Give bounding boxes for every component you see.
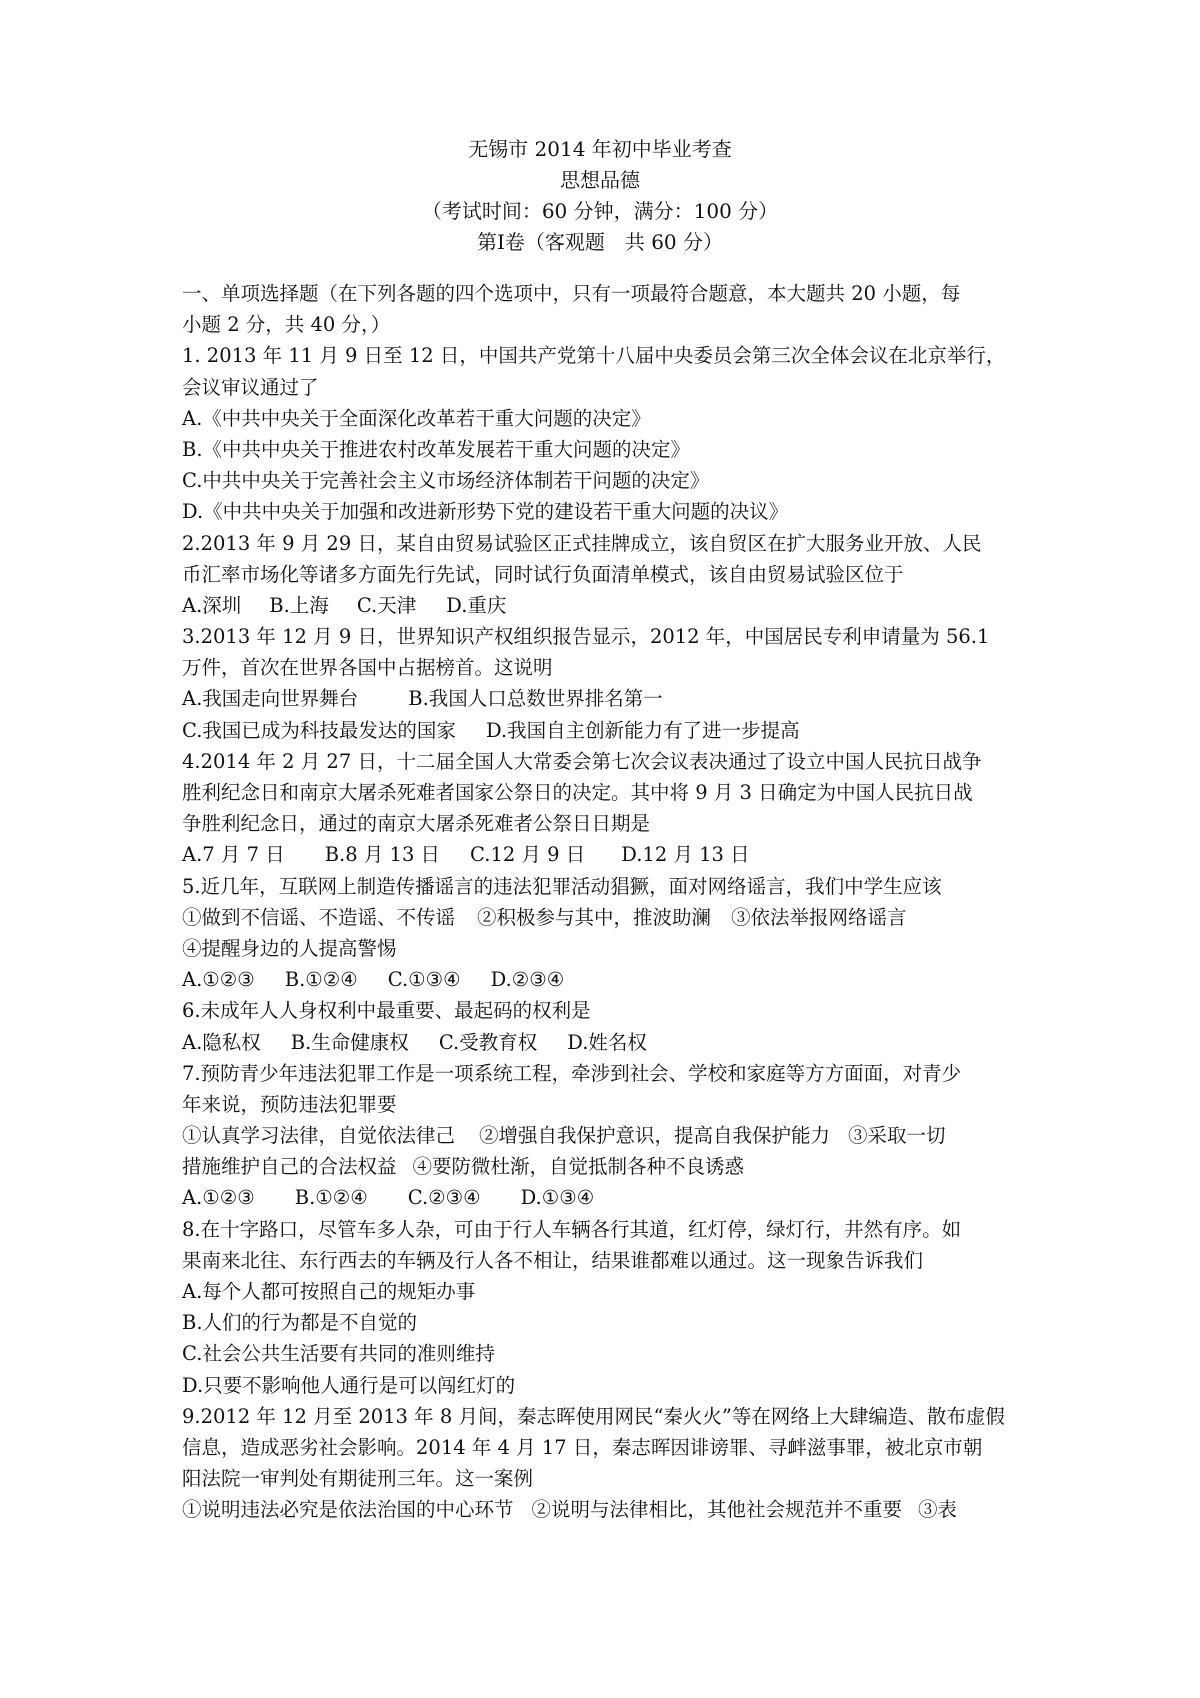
q4-option-b: B.8 月 13 日 bbox=[324, 843, 441, 867]
q2-stem: 2.2013 年 9 月 29 日，某自由贸易试验区正式挂牌成立，该自贸区在扩大服务业开放、人民 bbox=[182, 531, 982, 555]
q5-option-b: B.①②④ bbox=[284, 968, 358, 992]
q8-option-a: A.每个人都可按照自己的规矩办事 bbox=[182, 1280, 476, 1303]
q8-option-d: D.只要不影响他人通行是可以闯红灯的 bbox=[182, 1373, 516, 1397]
q7-option-b: B.①②④ bbox=[294, 1186, 368, 1210]
exam-title: 无锡市 2014 年初中毕业考查 bbox=[468, 137, 732, 161]
q7-item-3-cont: 措施维护自己的合法权益 bbox=[182, 1155, 397, 1179]
q3-stem: 万件，首次在世界各国中占据榜首。这说明 bbox=[182, 656, 553, 680]
q2-option-a: A.深圳 bbox=[182, 593, 242, 617]
section-heading: 第Ⅰ卷（客观题 共 60 分） bbox=[476, 230, 724, 254]
q6-option-a: A.隐私权 bbox=[182, 1030, 261, 1054]
q5-item-3: ③依法举报网络谣言 bbox=[731, 905, 907, 929]
exam-info: （考试时间：60 分钟，满分：100 分） bbox=[421, 199, 779, 223]
q5-item-4: ④提醒身边的人提高警惕 bbox=[182, 936, 397, 960]
q2-option-d: D.重庆 bbox=[446, 593, 507, 617]
q9-item-1: ①说明违法必究是依法治国的中心环节 bbox=[182, 1498, 514, 1522]
q3-option-a: A.我国走向世界舞台 bbox=[182, 687, 359, 711]
q1-option-c: C.中共中央关于完善社会主义市场经济体制若干问题的决定》 bbox=[182, 469, 710, 493]
q7-items-row1 bbox=[182, 1120, 1032, 1151]
q6-option-b: B.生命健康权 bbox=[290, 1030, 409, 1054]
q7-item-3: ③采取一切 bbox=[848, 1124, 946, 1148]
q6-option-c: C.受教育权 bbox=[438, 1030, 538, 1054]
q3-option-c: C.我国已成为科技最发达的国家 bbox=[182, 718, 456, 742]
part-heading-line: 一、单项选择题（在下列各题的四个选项中，只有一项最符合题意，本大题共 20 小题，每 bbox=[182, 282, 961, 305]
q4-option-d: D.12 月 13 日 bbox=[621, 843, 750, 867]
q4-options bbox=[182, 839, 1032, 870]
part-heading-line: 小题 2 分，共 40 分，） bbox=[182, 313, 391, 337]
q7-option-a: A.①②③ bbox=[182, 1186, 255, 1210]
q5-item-2: ②积极参与其中，推波助澜 bbox=[477, 905, 712, 929]
q3-option-b: B.我国人口总数世界排名第一 bbox=[408, 687, 663, 711]
q7-item-2: ②增强自我保护意识，提高自我保护能力 bbox=[479, 1124, 831, 1148]
q9-item-3: ③表 bbox=[918, 1498, 958, 1522]
q8-option-b: B.人们的行为都是不自觉的 bbox=[182, 1311, 418, 1335]
q7-stem: 年来说，预防违法犯罪要 bbox=[182, 1092, 397, 1116]
q4-option-a: A.7 月 7 日 bbox=[182, 843, 285, 867]
q8-option-c: C.社会公共生活要有共同的准则维持 bbox=[182, 1342, 495, 1366]
q4-stem: 争胜利纪念日，通过的南京大屠杀死难者公祭日日期是 bbox=[182, 812, 651, 836]
q1-stem: 会议审议通过了 bbox=[182, 375, 319, 399]
question-body bbox=[182, 278, 1032, 1526]
q9-stem: 信息，造成恶劣社会影响。2014 年 4 月 17 日，秦志晖因诽谤罪、寻衅滋事罪，被北京市朝 bbox=[182, 1435, 983, 1459]
q7-items-row2 bbox=[182, 1151, 1032, 1182]
q9-stem: 阳法院一审判处有期徒刑三年。这一案例 bbox=[182, 1467, 534, 1491]
q5-option-a: A.①②③ bbox=[182, 968, 255, 992]
q4-stem: 4.2014 年 2 月 27 日，十二届全国人大常委会第七次会议表决通过了设立中国人民抗日战争 bbox=[182, 749, 982, 773]
q9-item-2: ②说明与法律相比，其他社会规范并不重要 bbox=[531, 1498, 903, 1522]
exam-subject: 思想品德 bbox=[560, 168, 640, 192]
q1-option-d: D.《中共中央关于加强和改进新形势下党的建设若干重大问题的决议》 bbox=[182, 500, 789, 524]
q3-stem: 3.2013 年 12 月 9 日，世界知识产权组织报告显示，2012 年，中国居民专利申请量为 56.1 bbox=[182, 625, 990, 649]
q7-option-d: D.①③④ bbox=[520, 1186, 595, 1210]
q4-stem: 胜利纪念日和南京大屠杀死难者国家公祭日的决定。其中将 9 月 3 日确定为中国人民抗日战 bbox=[182, 781, 973, 804]
q7-options bbox=[182, 1182, 1032, 1213]
q6-stem: 6.未成年人人身权利中最重要、最起码的权利是 bbox=[182, 999, 591, 1023]
q3-options-row2 bbox=[182, 715, 1032, 746]
q9-stem: 9.2012 年 12 月至 2013 年 8 月间，秦志晖使用网民“秦火火”等在网络上大肆编造、散布虚假 bbox=[182, 1404, 1005, 1428]
q7-item-4: ④要防微杜渐，自觉抵制各种不良诱惑 bbox=[412, 1155, 745, 1179]
q8-stem: 8.在十字路口，尽管车多人杂，可由于行人车辆各行其道，红灯停，绿灯行，井然有序。如 bbox=[182, 1217, 962, 1241]
q5-items-row1 bbox=[182, 902, 1032, 933]
q1-option-b: B.《中共中央关于推进农村改革发展若干重大问题的决定》 bbox=[182, 437, 691, 461]
q3-option-d: D.我国自主创新能力有了进一步提高 bbox=[485, 718, 800, 742]
q6-option-d: D.姓名权 bbox=[567, 1030, 647, 1054]
q8-stem: 果南来北往、东行西去的车辆及行人各不相让，结果谁都难以通过。这一现象告诉我们 bbox=[182, 1248, 924, 1272]
q5-options bbox=[182, 964, 1032, 995]
q2-option-b: B.上海 bbox=[269, 593, 329, 617]
q7-stem: 7.预防青少年违法犯罪工作是一项系统工程，牵涉到社会、学校和家庭等方方面面，对青少 bbox=[182, 1061, 962, 1085]
q5-option-d: D.②③④ bbox=[490, 968, 565, 992]
q5-option-c: C.①③④ bbox=[387, 968, 461, 992]
q4-option-c: C.12 月 9 日 bbox=[470, 843, 586, 867]
q7-item-1: ①认真学习法律，自觉依法律己 bbox=[182, 1124, 456, 1148]
q3-options-row1 bbox=[182, 683, 1032, 714]
q5-stem: 5.近几年，互联网上制造传播谣言的违法犯罪活动猖獗，面对网络谣言，我们中学生应该 bbox=[182, 874, 942, 898]
q9-items-row1 bbox=[182, 1494, 1032, 1525]
q1-option-a: A.《中共中央关于全面深化改革若干重大问题的决定》 bbox=[182, 406, 651, 430]
q7-option-c: C.②③④ bbox=[407, 1186, 481, 1210]
q1-stem: 1. 2013 年 11 月 9 日至 12 日，中国共产党第十八届中央委员会第三次全体会议在北京举行， bbox=[182, 344, 1006, 368]
q5-item-1: ①做到不信谣、不造谣、不传谣 bbox=[182, 905, 456, 929]
q2-stem: 币汇率市场化等诸多方面先行先试，同时试行负面清单模式，该自由贸易试验区位于 bbox=[182, 562, 904, 586]
q2-option-c: C.天津 bbox=[356, 593, 417, 617]
q2-options bbox=[182, 590, 1032, 621]
q6-options bbox=[182, 1027, 1032, 1058]
